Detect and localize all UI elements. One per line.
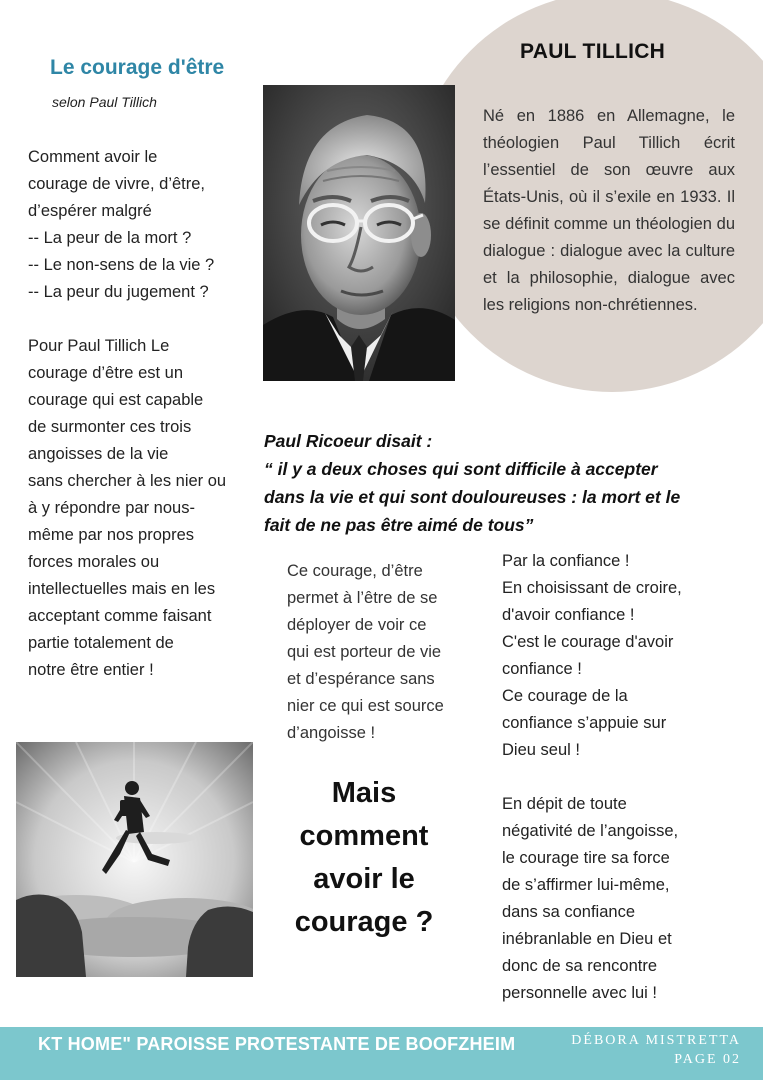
text-line: à y répondre par nous- [28, 499, 195, 517]
text-line: Ce courage de la [502, 687, 628, 705]
text-line: courage de vivre, d’être, [28, 175, 206, 193]
page-subtitle: selon Paul Tillich [52, 94, 157, 110]
text-line: d’angoisse ! [287, 724, 376, 742]
question-line: avoir le [313, 863, 415, 895]
text-line: et d’espérance sans [287, 670, 435, 688]
body-paragraph [28, 333, 256, 684]
text-line: courage qui est capable [28, 391, 204, 409]
profile-name: PAUL TILLICH [520, 40, 666, 63]
text-line: partie totalement de [28, 634, 174, 652]
ricoeur-quote [264, 427, 744, 539]
confidence-paragraph [502, 548, 742, 764]
text-line: Comment avoir le [28, 148, 158, 166]
text-line: inébranlable en Dieu et [502, 930, 672, 948]
cliff-jump-illustration [16, 742, 253, 977]
text-line: donc de sa rencontre [502, 957, 658, 975]
text-line: déployer de voir ce [287, 616, 427, 634]
text-line: sans chercher à les nier ou [28, 472, 227, 490]
question-line: Mais [331, 777, 397, 809]
middle-column [287, 558, 477, 747]
text-line: Par la confiance ! [502, 552, 630, 570]
text-line: confiance s’appuie sur [502, 714, 667, 732]
text-line: confiance ! [502, 660, 582, 678]
text-line: nier ce qui est source [287, 697, 444, 715]
text-line: de s’affirmer lui-même, [502, 876, 670, 894]
right-column [502, 548, 742, 1034]
anguish-paragraph [502, 791, 742, 1007]
text-line: forces morales ou [28, 553, 160, 571]
text-line: angoisses de la vie [28, 445, 169, 463]
portrait-illustration [263, 85, 455, 381]
text-line: Pour Paul Tillich Le [28, 337, 170, 355]
text-line: courage d’être est un [28, 364, 184, 382]
text-line: Dieu seul ! [502, 741, 580, 759]
profile-bio: Né en 1886 en Allemagne, le théologien Paul Tillich écrit l’essentiel de son œuvre aux États-Unis, où il s’exile en 1933. Il se définit comme un théologien du dialogue : dialogue avec la culture et la philosophie, dialogue avec les religions non-chrétiennes. [483, 107, 735, 314]
text-line: d'avoir confiance ! [502, 606, 635, 624]
footer-parish: KT HOME" PAROISSE PROTESTANTE DE BOOFZHEIM [38, 1034, 516, 1054]
text-line: intellectuelles mais en les [28, 580, 216, 598]
question-line: comment [299, 820, 429, 852]
text-line: qui est porteur de vie [287, 643, 442, 661]
text-line: En dépit de toute [502, 795, 627, 813]
footer-page-number: PAGE 02 [674, 1052, 741, 1067]
text-line: permet à l’être de se [287, 589, 438, 607]
text-line: de surmonter ces trois [28, 418, 192, 436]
quote-line: Paul Ricoeur disait : [264, 431, 433, 451]
quote-line: “ il y a deux choses qui sont difficile à accepter [264, 459, 658, 479]
text-line: d’espérer malgré [28, 202, 152, 220]
footer-author: DÉBORA MISTRETTA [571, 1033, 741, 1048]
text-line: dans sa confiance [502, 903, 636, 921]
page-title: Le courage d'être [50, 56, 225, 79]
intro-paragraph [28, 144, 256, 306]
cliff-jump-photo [16, 742, 253, 977]
text-line: même par nos propres [28, 526, 194, 544]
text-line: acceptant comme faisant [28, 607, 212, 625]
text-line: En choisissant de croire, [502, 579, 682, 597]
left-column [28, 144, 256, 711]
portrait-photo [263, 85, 455, 381]
text-line: notre être entier ! [28, 661, 154, 679]
text-line: -- Le non-sens de la vie ? [28, 256, 215, 274]
text-line: C'est le courage d'avoir [502, 633, 674, 651]
text-line: négativité de l’angoisse, [502, 822, 679, 840]
text-line: Ce courage, d’être [287, 562, 423, 580]
text-line: -- La peur de la mort ? [28, 229, 192, 247]
text-line: personnelle avec lui ! [502, 984, 658, 1002]
question-line: courage ? [294, 906, 434, 938]
quote-line: dans la vie et qui sont douloureuses : la mort et le [264, 487, 681, 507]
text-line: -- La peur du jugement ? [28, 283, 209, 301]
quote-line: fait de ne pas être aimé de tous” [264, 515, 534, 535]
text-line: le courage tire sa force [502, 849, 670, 867]
big-question [278, 772, 450, 944]
